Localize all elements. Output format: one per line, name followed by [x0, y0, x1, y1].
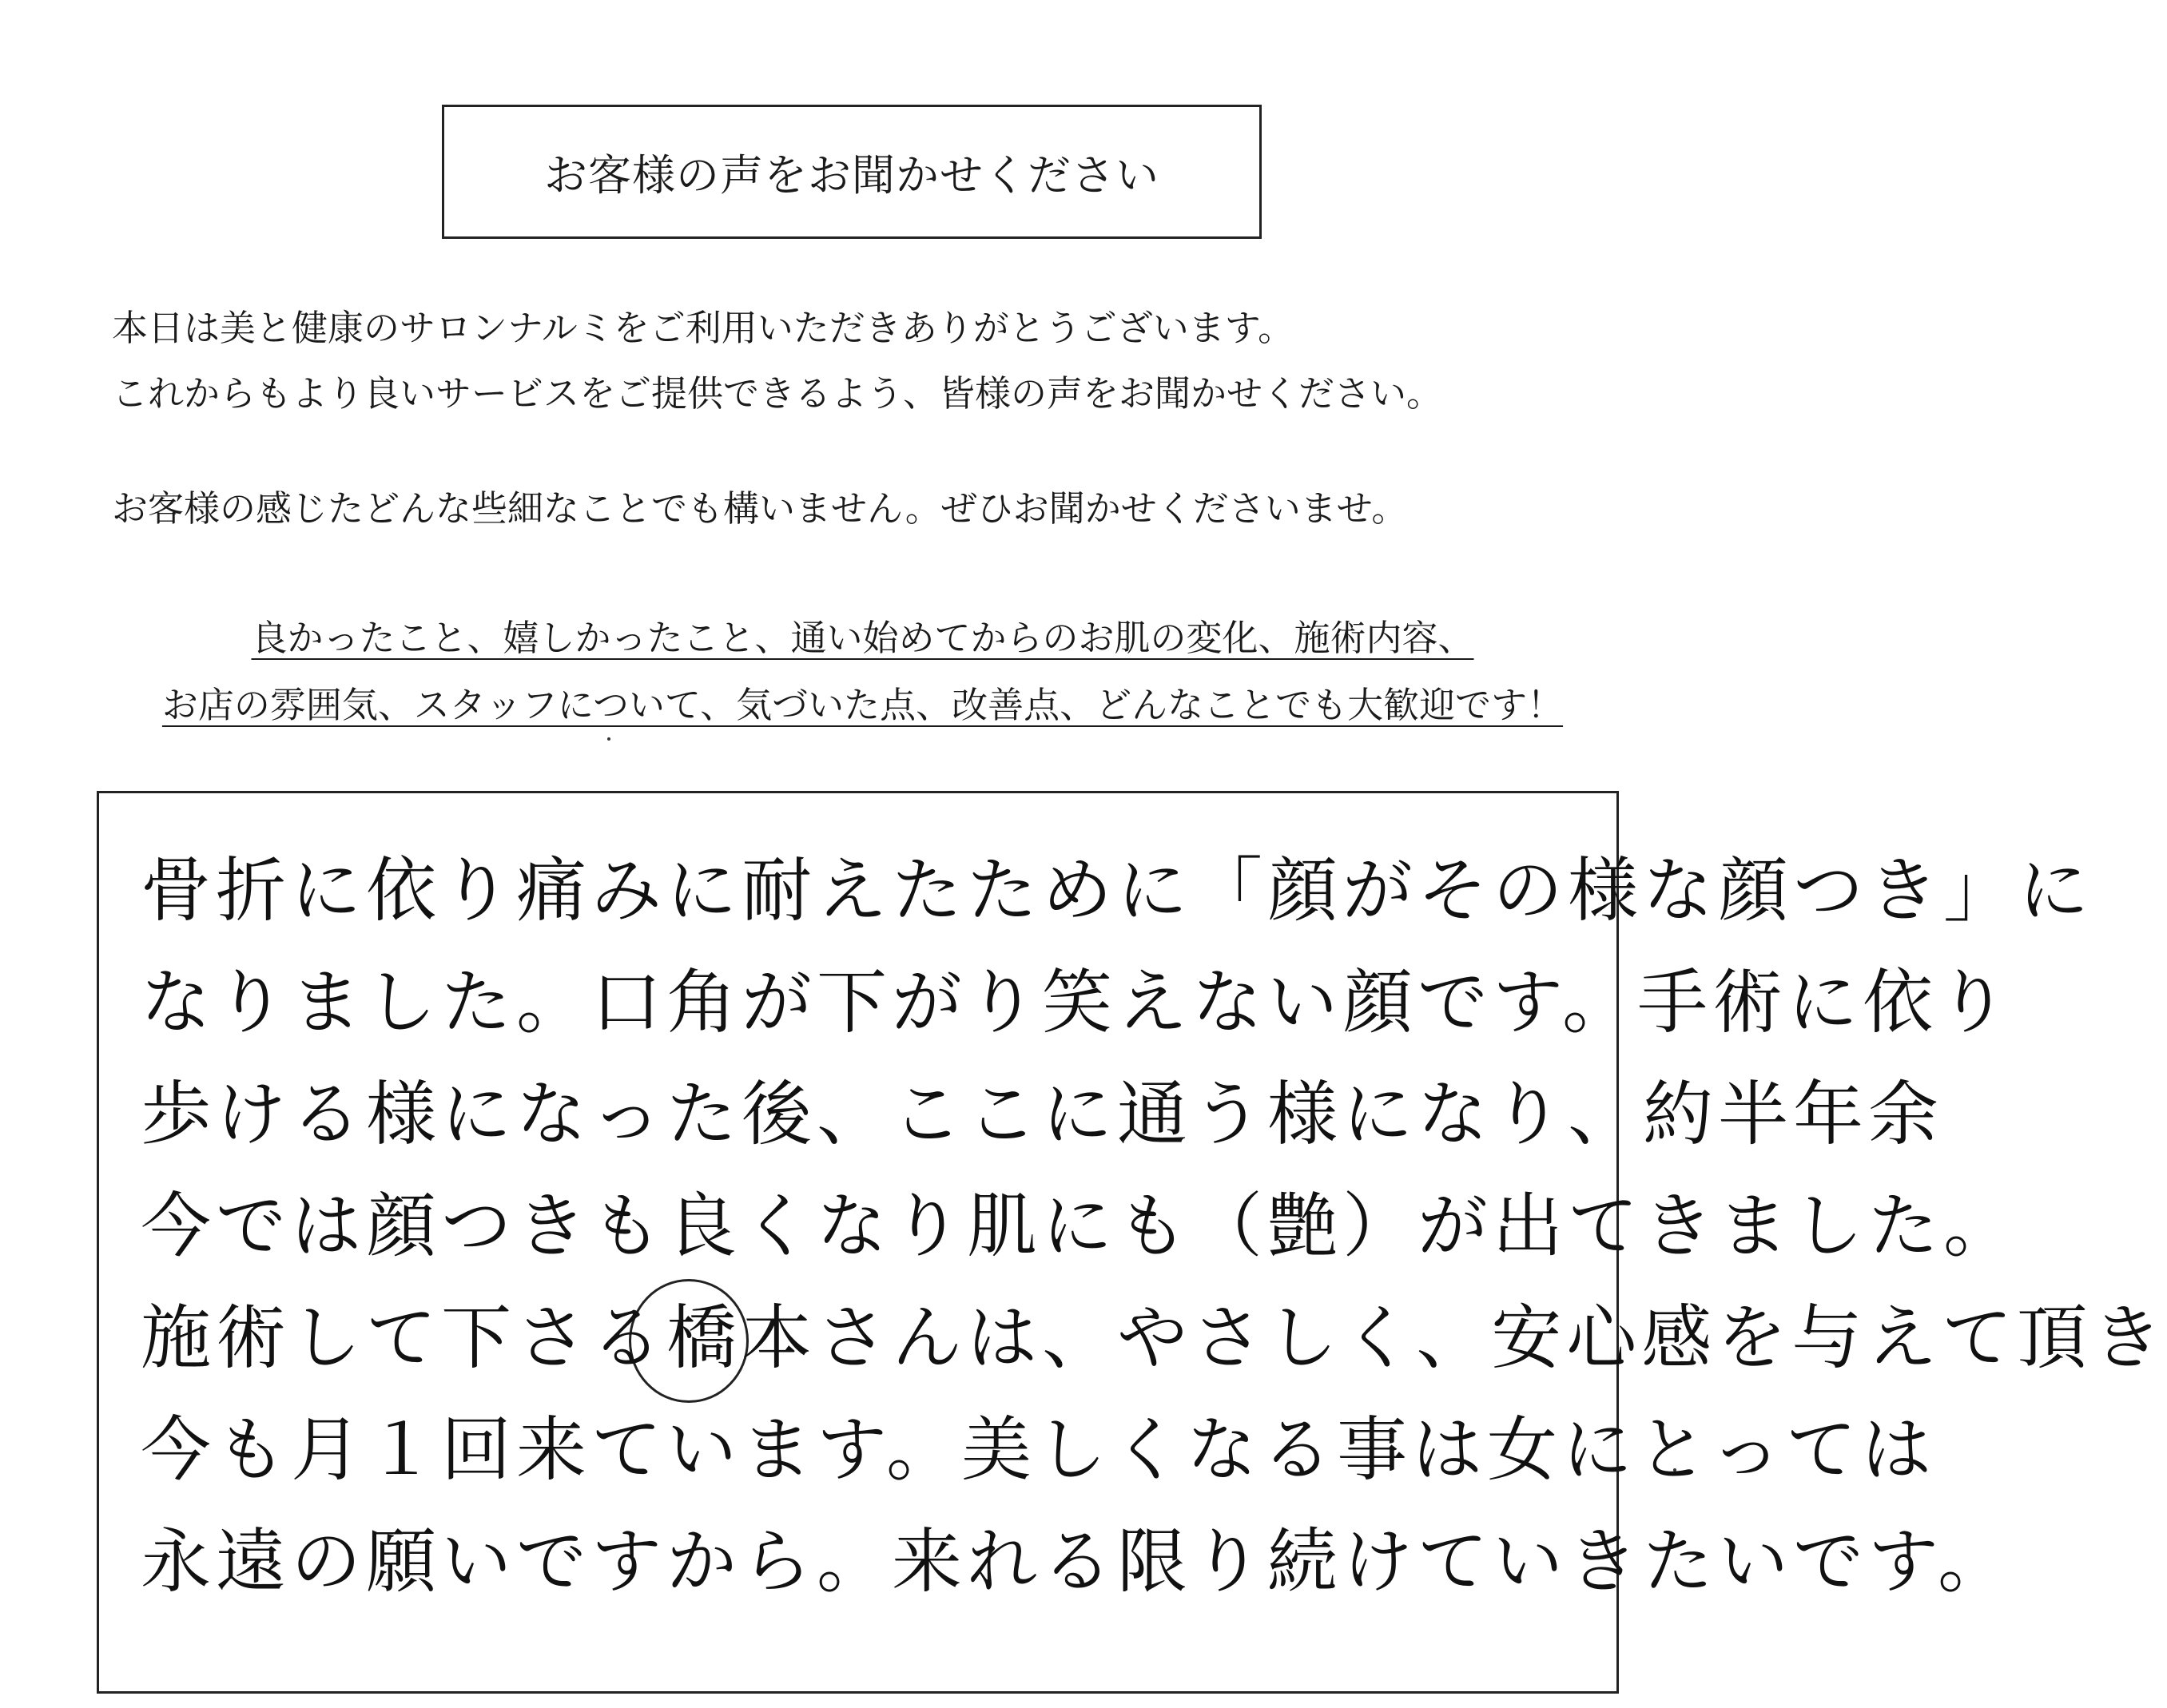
handwritten-line: 永遠の願いですから。来れる限り続けていきたいです。 — [141, 1520, 2013, 1603]
topics-line-1 — [0, 609, 1725, 661]
intro-line-3: お客様の感じたどんな些細なことでも構いません。ぜひお聞かせくださいませ。 — [112, 487, 1408, 530]
topics-line-2 — [0, 676, 1725, 728]
handwritten-line: 今では顔つきも良くなり肌にも（艶）が出てきました。 — [141, 1185, 2019, 1267]
handwritten-line: なりました。口角が下がり笑えない顔です。手術に依り — [141, 961, 2013, 1043]
intro-line-1: 本日は美と健康のサロンナルミをご利用いただきありがとうございます。 — [112, 307, 1294, 349]
handwritten-line: 骨折に依り痛みに耐えたために「顔がその様な顔つき」に — [141, 849, 2094, 931]
handwritten-line: 歩ける様になった後、ここに通う様になり、約半年余 — [141, 1073, 1944, 1155]
title-box — [442, 105, 1262, 239]
intro-line-2: これからもより良いサービスをご提供できるよう、皆様の声をお聞かせください。 — [112, 372, 1443, 415]
topics-text-2: お店の雰囲気、スタッフについて、気づいた点、改善点、どんなことでも大歓迎です！ — [161, 684, 1564, 726]
speck-mark — [607, 737, 610, 741]
answer-box — [97, 791, 2167, 1694]
page-title: お客様の声をお聞かせください — [544, 149, 1159, 201]
handwritten-line: 施術して下さる橋本さんは、やさしく、安心感を与えて頂き — [141, 1297, 2167, 1379]
topics-text-1: 良かったこと、嬉しかったこと、通い始めてからのお肌の変化、施術内容、 — [251, 617, 1474, 659]
handwritten-line: 今も月１回来ています。美しくなる事は女にとっては — [141, 1408, 1937, 1491]
